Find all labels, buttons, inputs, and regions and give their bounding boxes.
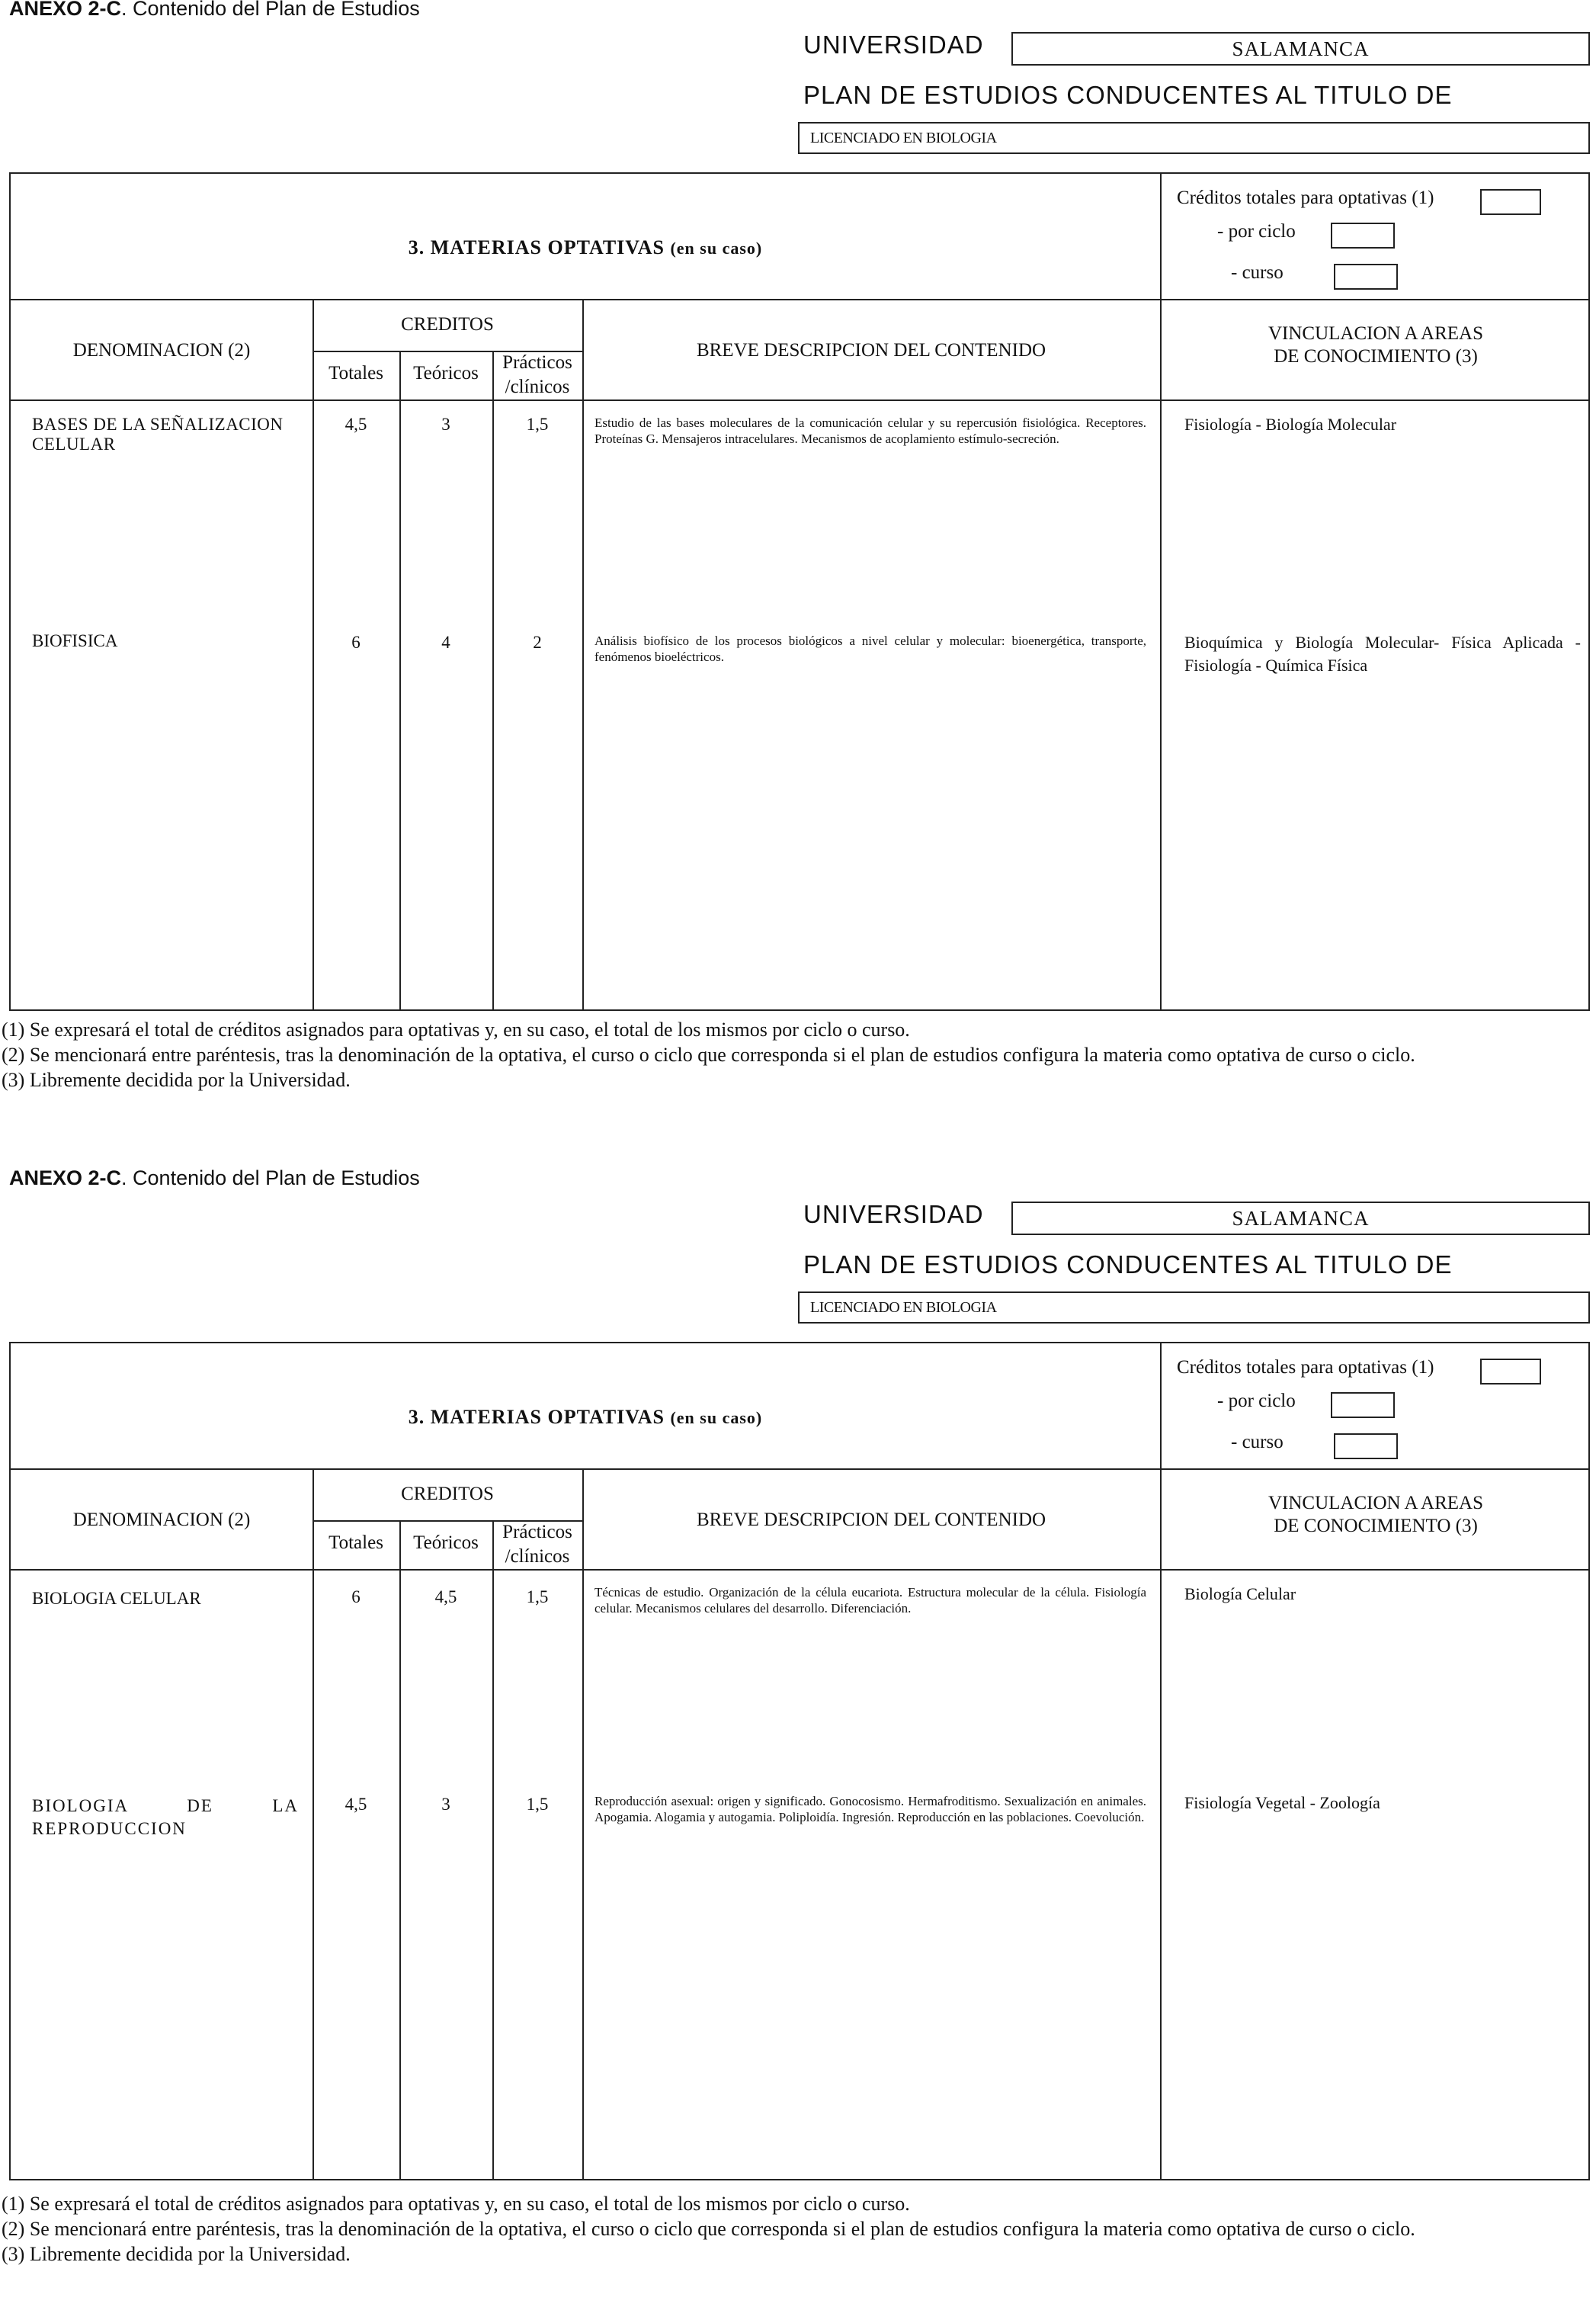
titulo-field: LICENCIADO EN BIOLOGIA bbox=[798, 1291, 1590, 1324]
row-1-descripcion: Estudio de las bases moleculares de la comunicación celular y su repercusión fisiológica. Receptores. Proteínas G. Mensajeros intracelulares. Mecanismos de acoplamiento estímulo-secreción. bbox=[594, 416, 1146, 446]
section-title: 3. MATERIAS OPTATIVAS (en su caso) bbox=[408, 1406, 763, 1428]
plan-label: PLAN DE ESTUDIOS CONDUCENTES AL TITULO DE bbox=[803, 1250, 1453, 1279]
row-2-descripcion: Reproducción asexual: origen y significado. Gonocosismo. Hermafroditismo. Sexualización en animales. Apogamia. Alogamia y autogamia. Poliploidía. Ingresión. Reproducción en las poblaciones. Coevolución. bbox=[594, 1794, 1146, 1824]
creditos-totales-label: Créditos totales para optativas (1) bbox=[1177, 1357, 1434, 1378]
row-1-totales: 4,5 bbox=[345, 415, 367, 434]
universidad-field: SALAMANCA bbox=[1011, 1202, 1590, 1235]
row-2-teoricos: 3 bbox=[441, 1795, 450, 1814]
row-2-denominacion: BIOFISICA bbox=[32, 631, 118, 650]
row-2-teoricos: 4 bbox=[441, 633, 450, 652]
materias-optativas-table bbox=[9, 1342, 1590, 2180]
col-totales: Totales bbox=[328, 1532, 383, 1553]
por-ciclo-box bbox=[1331, 223, 1395, 249]
universidad-field: SALAMANCA bbox=[1011, 32, 1590, 66]
row-1-teoricos: 4,5 bbox=[434, 1587, 457, 1606]
col-practicos: Prácticos bbox=[502, 352, 572, 373]
col-teoricos: Teóricos bbox=[413, 1532, 479, 1553]
footnotes bbox=[2, 2191, 1415, 2267]
row-2-totales: 4,5 bbox=[345, 1795, 367, 1814]
section-title: 3. MATERIAS OPTATIVAS (en su caso) bbox=[408, 236, 763, 258]
col-descripcion: BREVE DESCRIPCION DEL CONTENIDO bbox=[696, 1510, 1046, 1530]
col-vinculacion: VINCULACION A AREAS bbox=[1268, 1493, 1483, 1513]
row-2-practicos: 2 bbox=[533, 633, 542, 652]
col-clinicos: /clínicos bbox=[505, 1546, 570, 1567]
footnote-3: (3) Libremente decidida por la Universidad. bbox=[2, 2243, 351, 2265]
col-totales: Totales bbox=[328, 363, 383, 383]
row-1-teoricos: 3 bbox=[441, 415, 450, 434]
col-denominacion: DENOMINACION (2) bbox=[72, 1510, 251, 1530]
footnote-1: (1) Se expresará el total de créditos asignados para optativas y, en su caso, el total de los mismos por ciclo o curso. bbox=[2, 1019, 910, 1041]
curso-label: - curso bbox=[1231, 1432, 1284, 1452]
por-ciclo-label: - por ciclo bbox=[1217, 221, 1296, 242]
row-1-vinculacion: Biología Celular bbox=[1184, 1584, 1296, 1603]
footnotes bbox=[2, 1017, 1415, 1093]
row-1-vinculacion: Fisiología - Biología Molecular bbox=[1184, 415, 1397, 434]
row-2-vinculacion: Fisiología Vegetal - Zoología bbox=[1184, 1793, 1380, 1812]
row-1-descripcion: Técnicas de estudio. Organización de la célula eucariota. Estructura molecular de la célula. Fisiología celular. Mecanismos celulares del desarrollo. Diferenciación. bbox=[594, 1585, 1146, 1616]
creditos-totales-box bbox=[1480, 189, 1541, 215]
materias-optativas-table bbox=[9, 172, 1590, 1011]
col-vinculacion-2: DE CONOCIMIENTO (3) bbox=[1274, 346, 1478, 367]
row-1-denominacion: BASES DE LA SEÑALIZACION CELULAR bbox=[32, 415, 284, 454]
curso-box bbox=[1334, 264, 1398, 290]
por-ciclo-label: - por ciclo bbox=[1217, 1391, 1296, 1411]
col-creditos: CREDITOS bbox=[401, 1484, 494, 1504]
row-1-totales: 6 bbox=[351, 1587, 361, 1606]
row-2-practicos: 1,5 bbox=[526, 1795, 549, 1814]
row-2-vinculacion: Bioquímica y Biología Molecular- Física Aplicada - Fisiología - Química Física bbox=[1184, 633, 1581, 675]
universidad-label: UNIVERSIDAD bbox=[803, 1200, 984, 1228]
col-vinculacion: VINCULACION A AREAS bbox=[1268, 323, 1483, 344]
anexo-heading: ANEXO 2-C. Contenido del Plan de Estudios bbox=[9, 0, 420, 20]
col-creditos: CREDITOS bbox=[401, 314, 494, 335]
col-practicos: Prácticos bbox=[502, 1522, 572, 1542]
footnote-2: (2) Se mencionará entre paréntesis, tras la denominación de la optativa, el curso o ciclo que corresponda si el plan de estudios configura la materia como optativa de curso o ciclo. bbox=[2, 2218, 1415, 2240]
creditos-totales-box bbox=[1480, 1359, 1541, 1385]
row-1-practicos: 1,5 bbox=[526, 1587, 549, 1606]
row-1-practicos: 1,5 bbox=[526, 415, 549, 434]
plan-page-2 bbox=[0, 1166, 1596, 2307]
curso-box bbox=[1334, 1433, 1398, 1459]
plan-label: PLAN DE ESTUDIOS CONDUCENTES AL TITULO DE bbox=[803, 81, 1453, 109]
col-clinicos: /clínicos bbox=[505, 377, 570, 397]
footnote-3: (3) Libremente decidida por la Universidad. bbox=[2, 1069, 351, 1091]
row-1-denominacion: BIOLOGIA CELULAR bbox=[32, 1589, 201, 1608]
col-denominacion: DENOMINACION (2) bbox=[72, 340, 251, 361]
row-2-descripcion: Análisis biofísico de los procesos biológicos a nivel celular y molecular: bioenergética, transporte, fenómenos bioeléctricos. bbox=[594, 634, 1146, 664]
row-2-denominacion: BIOLOGIA DE LA REPRODUCCION bbox=[32, 1796, 299, 1838]
col-teoricos: Teóricos bbox=[413, 363, 479, 383]
curso-label: - curso bbox=[1231, 262, 1284, 283]
por-ciclo-box bbox=[1331, 1392, 1395, 1418]
footnote-2: (2) Se mencionará entre paréntesis, tras la denominación de la optativa, el curso o ciclo que corresponda si el plan de estudios configura la materia como optativa de curso o ciclo. bbox=[2, 1044, 1415, 1066]
row-2-totales: 6 bbox=[351, 633, 361, 652]
col-vinculacion-2: DE CONOCIMIENTO (3) bbox=[1274, 1516, 1478, 1536]
creditos-totales-label: Créditos totales para optativas (1) bbox=[1177, 188, 1434, 208]
plan-page-1 bbox=[0, 0, 1596, 1137]
anexo-heading: ANEXO 2-C. Contenido del Plan de Estudios bbox=[9, 1166, 420, 1189]
titulo-field: LICENCIADO EN BIOLOGIA bbox=[798, 122, 1590, 154]
col-descripcion: BREVE DESCRIPCION DEL CONTENIDO bbox=[696, 340, 1046, 361]
universidad-label: UNIVERSIDAD bbox=[803, 30, 984, 59]
footnote-1: (1) Se expresará el total de créditos asignados para optativas y, en su caso, el total de los mismos por ciclo o curso. bbox=[2, 2193, 910, 2215]
